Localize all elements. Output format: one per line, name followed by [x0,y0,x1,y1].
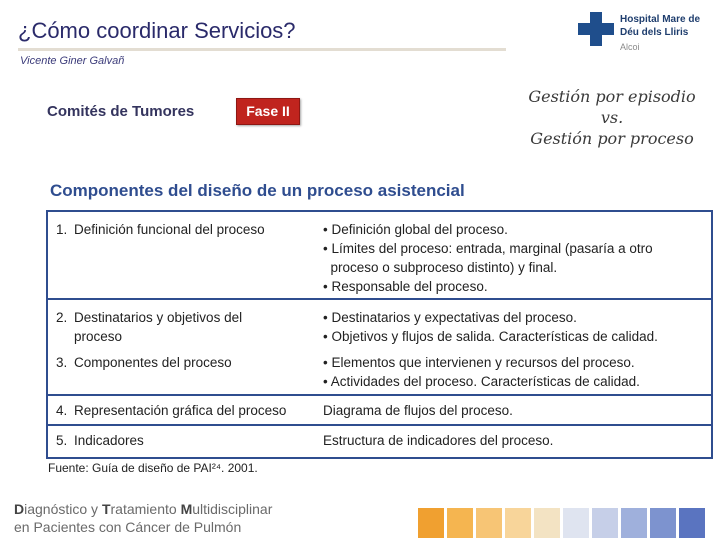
color-swatch [447,508,473,538]
handwritten-note [522,86,702,149]
footer-title: Diagnóstico y Tratamiento Multidisciplinar en Pacientes con Cáncer de Pulmón [14,501,273,535]
row-description: • Destinatarios y expectativas del proceso. • Objetivos y flujos de salida. Características de calidad. • Elementos que intervienen y recursos del proceso. • Actividades del proceso. Características de calidad. [323,310,658,389]
handwritten-line-3: Gestión por proceso [530,129,694,148]
color-swatch [563,508,589,538]
author-name: Vicente Giner Galvañ [20,55,125,67]
page-title: ¿Cómo coordinar Servicios? [18,18,296,43]
row-label: 2. Destinatarios y objetivos del proceso 3. Componentes del proceso [56,310,243,370]
hospital-logo [578,12,708,52]
row-description: Estructura de indicadores del proceso. [323,433,554,448]
table-row [48,300,711,396]
table-row [48,212,711,300]
color-swatch [505,508,531,538]
color-swatch [621,508,647,538]
committee-label: Comités de Tumores [47,103,195,120]
color-swatch [418,508,444,538]
table-row [48,396,711,426]
row-description: • Definición global del proceso. • Límites del proceso: entrada, marginal (pasaría a otro proceso o subproceso distinto) y final. • Responsable del proceso. [323,222,653,294]
logo-line-1: Hospital Mare de [620,14,701,25]
color-swatch [476,508,502,538]
color-swatch [650,508,676,538]
cross-icon [578,12,614,46]
row-label: 5. Indicadores [56,433,144,448]
title-divider [18,48,506,51]
handwritten-line-2: vs. [600,108,624,127]
color-swatch [534,508,560,538]
phase-badge: Fase II [236,98,300,125]
handwritten-line-1: Gestión por episodio [528,87,696,106]
logo-line-2: Déu dels Lliris [620,27,689,38]
table-source: Fuente: Guía de diseño de PAI²⁴. 2001. [48,461,258,475]
logo-subtitle: Alcoi [620,42,640,52]
table-title: Componentes del diseño de un proceso asistencial [50,181,465,200]
color-swatch [679,508,705,538]
color-swatch [592,508,618,538]
row-description: Diagrama de flujos del proceso. [323,403,513,418]
row-label: 4. Representación gráfica del proceso [56,403,287,418]
process-components-table [46,210,713,459]
table-row [48,426,711,455]
row-label: 1. Definición funcional del proceso [56,222,265,237]
